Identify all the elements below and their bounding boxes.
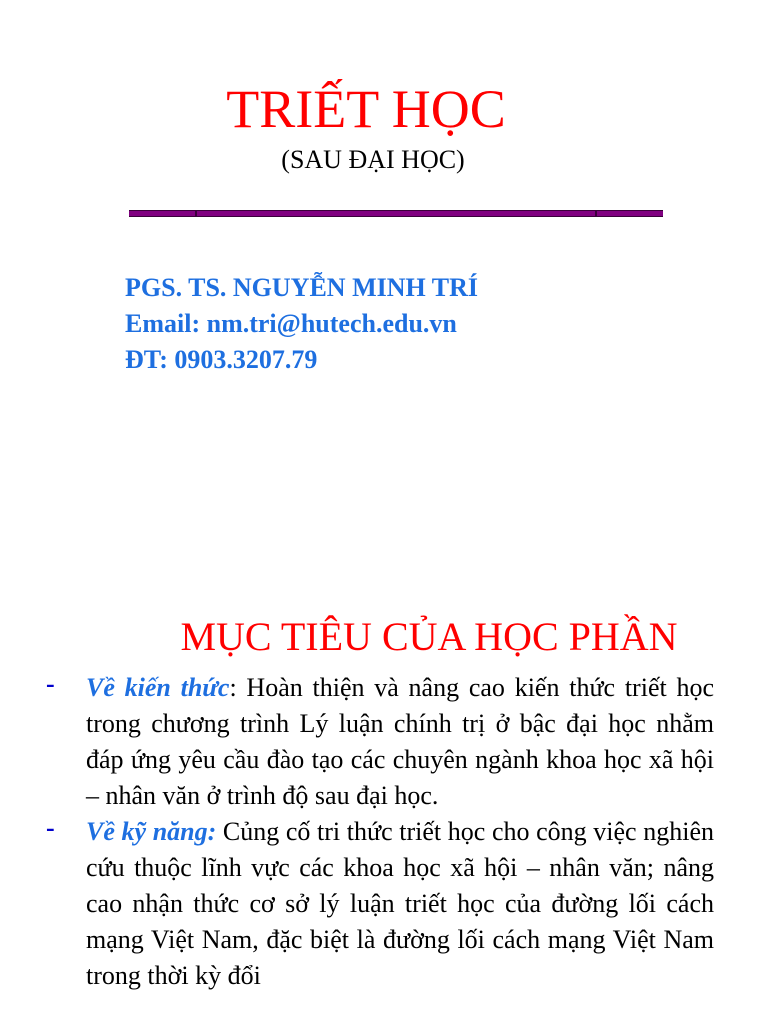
- objective-text: Hoàn thiện và nâng cao kiến thức triết học trong chương trình Lý luận chính trị ở bậc đại học nhằm đáp ứng yêu cầu đào tạo các chuyên ngành khoa học xã hội – nhân văn ở trình độ sau đại học.: [86, 673, 715, 810]
- objective-separator: :: [229, 673, 237, 702]
- title-divider: [129, 210, 663, 217]
- objective-knowledge: [46, 670, 714, 814]
- author-block: [125, 270, 478, 378]
- objectives-list: [46, 670, 714, 994]
- slide-subtitle: (SAU ĐẠI HỌC): [281, 145, 465, 174]
- objective-lead: Về kiến thức: [86, 673, 230, 702]
- section-title: MỤC TIÊU CỦA HỌC PHẦN: [180, 614, 678, 659]
- divider-mark-left: [195, 211, 197, 216]
- bullet-dash: -: [46, 669, 55, 698]
- author-email: Email: nm.tri@hutech.edu.vn: [125, 309, 457, 338]
- bullet-dash: -: [46, 813, 55, 842]
- objective-lead: Về kỹ năng:: [86, 817, 217, 846]
- author-name: PGS. TS. NGUYỄN MINH TRÍ: [125, 273, 478, 302]
- author-phone: ĐT: 0903.3207.79: [125, 345, 318, 374]
- divider-mark-right: [595, 211, 597, 216]
- objective-skills: [46, 814, 714, 994]
- objective-text: Củng cố tri thức triết học cho công việc nghiên cứu thuộc lĩnh vực các khoa học xã hội – nhân văn; nâng cao nhận thức cơ sở lý luận triết học của đường lối cách mạng Việt Nam, đặc biệt là đường lối cách mạng Việt Nam trong thời kỳ đổi: [86, 817, 714, 990]
- slide-title: TRIẾT HỌC: [226, 79, 506, 139]
